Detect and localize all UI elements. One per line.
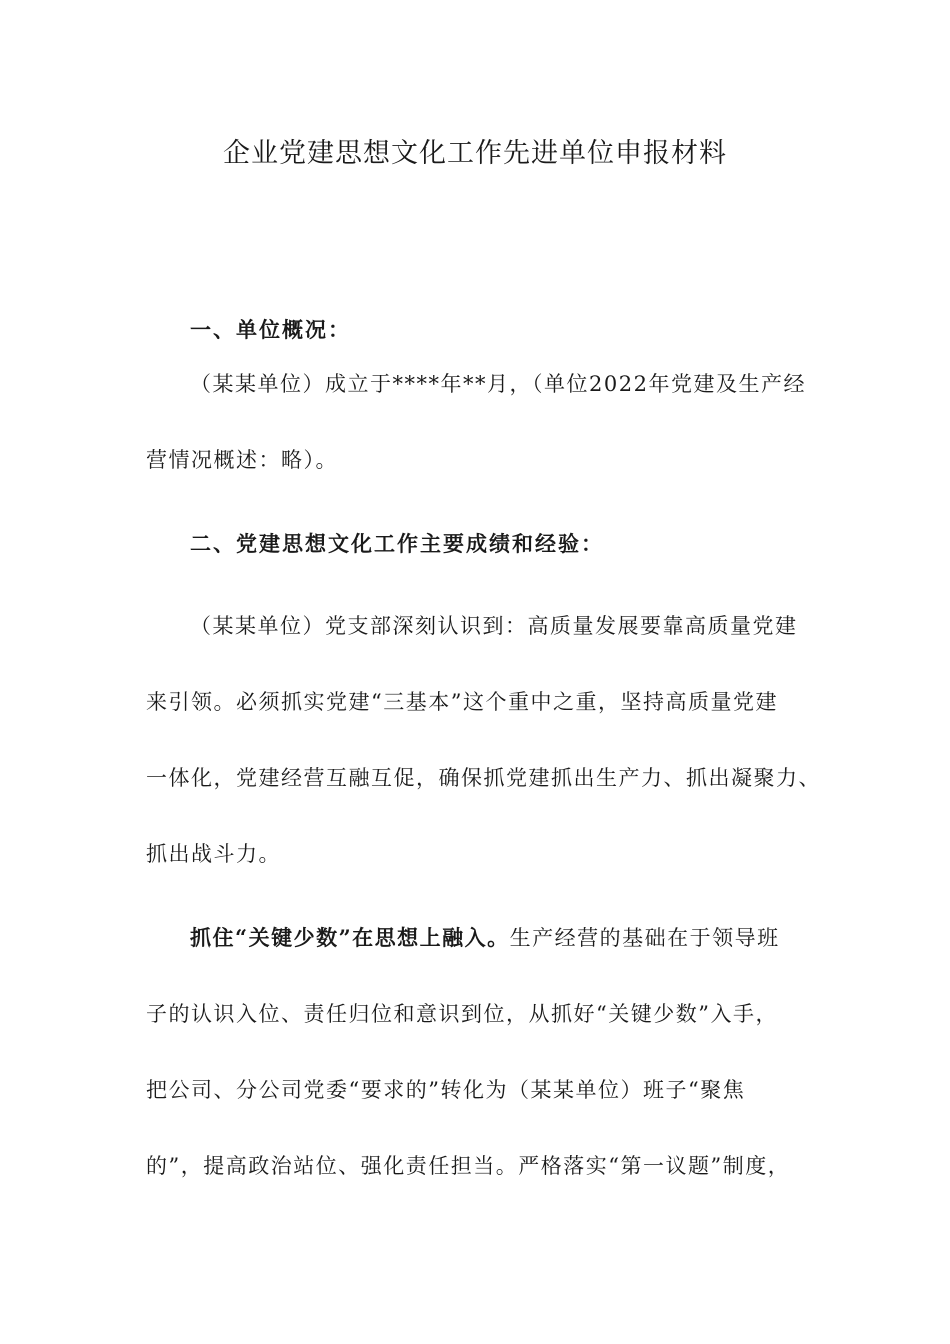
paragraph-line: 营情况概述：略）。 xyxy=(146,448,338,472)
paragraph-line: 的”，提高政治站位、强化责任担当。严格落实“第一议题”制度， xyxy=(146,1154,791,1178)
paragraph-line: 来引领。必须抓实党建“三基本”这个重中之重，坚持高质量党建 xyxy=(146,690,778,714)
bold-lead-phrase: 抓住“关键少数”在思想上融入。 xyxy=(190,925,510,950)
paragraph-line: （某某单位）党支部深刻认识到：高质量发展要靠高质量党建 xyxy=(190,614,798,638)
paragraph-line: 把公司、分公司党委“要求的”转化为（某某单位）班子“聚焦 xyxy=(146,1078,746,1102)
section-heading-1: 一、单位概况： xyxy=(190,317,351,342)
paragraph-line: （某某单位）成立于****年**月，（单位2022年党建及生产经 xyxy=(190,372,806,396)
paragraph-line: 一体化，党建经营互融互促，确保抓党建抓出生产力、抓出凝聚力、 xyxy=(146,766,821,790)
document-title: 企业党建思想文化工作先进单位申报材料 xyxy=(223,138,727,169)
section-heading-2: 二、党建思想文化工作主要成绩和经验： xyxy=(190,531,604,556)
paragraph-text: 生产经营的基础在于领导班 xyxy=(509,926,780,950)
paragraph-line xyxy=(190,922,780,954)
paragraph-line: 抓出战斗力。 xyxy=(146,842,281,866)
paragraph-line: 子的认识入位、责任归位和意识到位，从抓好“关键少数”入手， xyxy=(146,1002,778,1026)
